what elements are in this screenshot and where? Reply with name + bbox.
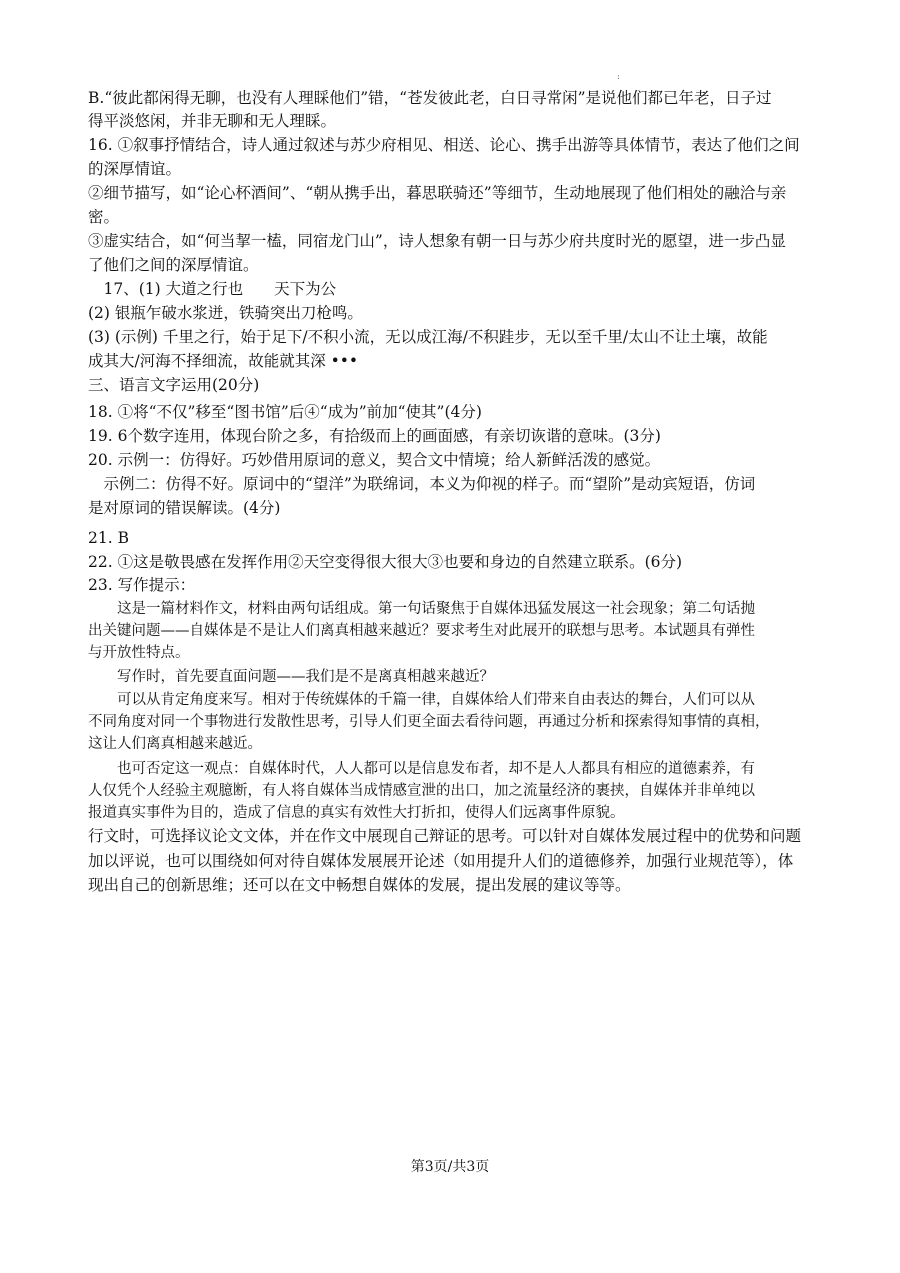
text-line: 了他们之间的深厚情谊。 xyxy=(88,256,259,274)
text-line: 20. 示例一：仿得好。巧妙借用原词的意义，契合文中情境；给人新鲜活泼的感觉。 xyxy=(88,451,661,469)
text-line: 密。 xyxy=(88,208,120,226)
text-line: 16. ①叙事抒情结合，诗人通过叙述与苏少府相见、相送、论心、携手出游等具体情节，表达了他们之间 xyxy=(88,136,800,154)
text-line: 现出自己的创新思维；还可以在文中畅想自媒体的发展，提出发展的建议等等。 xyxy=(88,876,631,894)
text-line: 18. ①将“不仅”移至“图书馆”后④“成为”前加“使其”(4分) xyxy=(88,403,482,421)
scan-mark: : xyxy=(617,72,620,81)
text-line: 人仅凭个人经验主观臆断，有人将自媒体当成情感宣泄的出口，加之流量经济的裹挟，自媒体并非单纯以 xyxy=(88,783,755,799)
page-footer: 第3页/共3页 xyxy=(410,1159,490,1175)
text-line: 报道真实事件为目的，造成了信息的真实有效性大打折扣，使得人们远离事件原貌。 xyxy=(88,805,625,821)
text-line: 这是一篇材料作文，材料由两句话组成。第一句话聚焦于自媒体迅猛发展这一社会现象；第二句话抛 xyxy=(88,601,755,617)
text-line: 17、(1) 大道之行也 天下为公 xyxy=(88,280,337,298)
text-line: 22. ①这是敬畏感在发挥作用②天空变得很大很大③也要和身边的自然建立联系。(6分) xyxy=(88,553,683,571)
text-line: (3) (示例) 千里之行，始于足下/不积小流，无以成江海/不积跬步，无以至千里/太山不让土壤，故能 xyxy=(88,328,768,346)
text-line: ③虚实结合，如“何当挈一榼，同宿龙门山”，诗人想象有朝一日与苏少府共度时光的愿望，进一步凸显 xyxy=(88,232,786,250)
text-line: 也可否定这一观点：自媒体时代，人人都可以是信息发布者，却不是人人都具有相应的道德素养，有 xyxy=(88,761,755,777)
text-line: 写作时，首先要直面问题——我们是不是离真相越来越近？ xyxy=(88,669,494,685)
text-line: 23. 写作提示： xyxy=(88,576,196,594)
text-line: 示例二：仿得不好。原词中的“望洋”为联绵词，本义为仰视的样子。而“望阶”是动宾短语，仿词 xyxy=(88,475,756,493)
text-line: 19. 6个数字连用，体现台阶之多，有拾级而上的画面感，有亲切诙谐的意味。(3分) xyxy=(88,427,661,445)
text-line: 是对原词的错误解读。(4分) xyxy=(88,499,281,517)
text-line: 行文时，可选择议论文文体，并在作文中展现自己辩证的思考。可以针对自媒体发展过程中的优势和问题 xyxy=(88,827,802,845)
text-line: B.“彼此都闲得无聊，也没有人理睬他们”错，“苍发彼此老，白日寻常闲”是说他们都已年老，日子过 xyxy=(88,89,772,107)
text-line: (2) 银瓶乍破水浆迸，铁骑突出刀枪鸣。 xyxy=(88,304,363,322)
text-line: 加以评说，也可以围绕如何对待自媒体发展展开论述（如用提升人们的道德修养，加强行业规范等），体 xyxy=(88,852,794,870)
text-line: ②细节描写，如“论心杯酒间”、“朝从携手出，暮思联骑还”等细节，生动地展现了他们相处的融洽与亲 xyxy=(88,184,787,202)
text-line: 出关键问题——自媒体是不是让人们离真相越来越近？要求考生对此展开的联想与思考。本试题具有弹性 xyxy=(88,623,755,639)
text-line: 这让人们离真相越来越近。 xyxy=(88,736,262,752)
text-line: 不同角度对同一个事物进行发散性思考，引导人们更全面去看待问题，再通过分析和探索得知事情的真相， xyxy=(88,714,770,730)
text-line: 的深厚情谊。 xyxy=(88,160,182,178)
text-line: 可以从肯定角度来写。相对于传统媒体的千篇一律，自媒体给人们带来自由表达的舞台，人们可以从 xyxy=(88,692,755,708)
section-heading: 三、语言文字运用(20分) xyxy=(88,376,260,394)
text-line: 得平淡悠闲，并非无聊和无人理睬。 xyxy=(88,112,337,130)
text-line: 21. B xyxy=(88,529,129,547)
text-line: 成其大/河海不择细流，故能就其深 ••• xyxy=(88,352,359,370)
text-line: 与开放性特点。 xyxy=(88,645,190,661)
